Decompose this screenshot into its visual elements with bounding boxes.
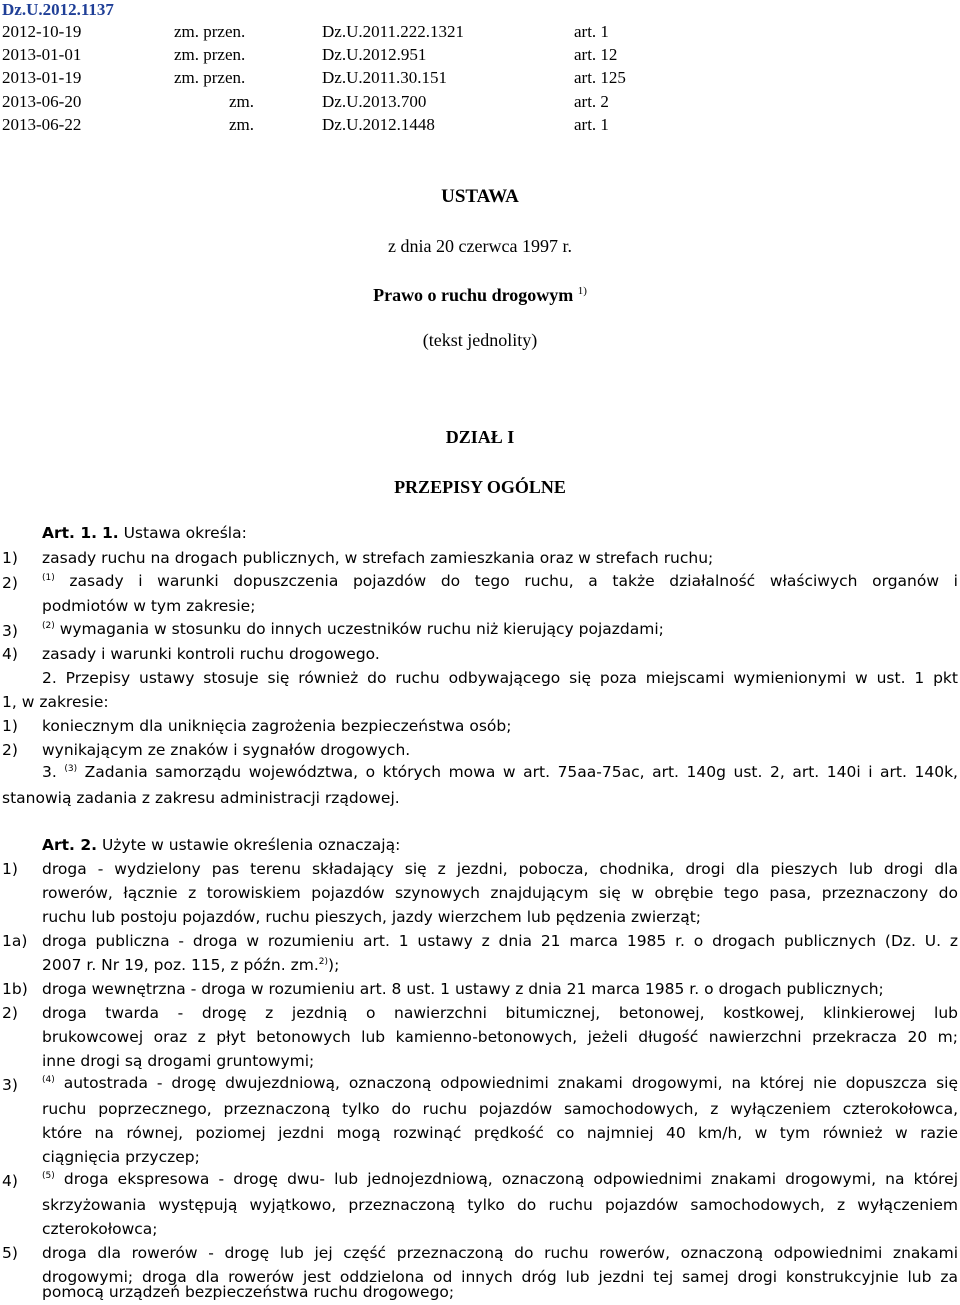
footnote-ref[interactable]: 1) bbox=[577, 285, 587, 297]
amendment-date: 2013-06-20 bbox=[2, 92, 82, 111]
amendment-ref: Dz.U.2013.700 bbox=[322, 92, 427, 111]
item-text: $^{(2)}$ wymagania w stosunku do innych uczestników ruchu niż kierujący pojazdami; bbox=[42, 620, 664, 638]
amendment-type: zm. przen. bbox=[174, 22, 246, 41]
amendment-date: 2013-06-22 bbox=[2, 115, 82, 134]
definition-text: drogowymi; droga dla rowerów jest oddzielona od innych dróg lub jezdni tej samej drogi konstrukcyjnie lub za bbox=[42, 1268, 958, 1286]
item-text: $^{(1)}$ zasady i warunki dopuszczenia pojazdów do tego ruchu, a także działalność właściwych organów i bbox=[42, 572, 958, 590]
item-number: 1) bbox=[2, 549, 18, 567]
item-text: zasady ruchu na drogach publicznych, w strefach zamieszkania oraz w strefach ruchu; bbox=[42, 549, 714, 567]
item-text: koniecznym dla uniknięcia zagrożenia bezpieczeństwa osób; bbox=[42, 717, 512, 735]
amendment-type: zm. przen. bbox=[174, 68, 246, 87]
item-text: podmiotów w tym zakresie; bbox=[42, 597, 256, 615]
definition-number: 4) bbox=[2, 1172, 18, 1190]
footnote-ref[interactable]: (5) bbox=[42, 1171, 55, 1181]
definition-number: 5) bbox=[2, 1244, 18, 1262]
item-number: 2) bbox=[2, 741, 18, 759]
amendment-article: art. 1 bbox=[574, 22, 609, 41]
amendment-ref: Dz.U.2011.222.1321 bbox=[322, 22, 464, 41]
paragraph-text: 1, w zakresie: bbox=[2, 693, 109, 711]
paragraph-text: Użyte w ustawie określenia oznaczają: bbox=[101, 836, 401, 854]
amendment-type: zm. bbox=[229, 92, 255, 111]
act-title-text: Prawo o ruchu drogowym bbox=[373, 285, 574, 305]
definition-text: 2007 r. Nr 19, poz. 115, z późn. zm.$^{2)}$); bbox=[42, 956, 340, 974]
definition-text: droga - wydzielony pas terenu składający się z jezdni, pobocza, chodnika, drogi dla pieszych lub drogi dla bbox=[42, 860, 958, 878]
definition-text: $^{(4)}$ autostrada - drogę dwujezdniową, oznaczoną odpowiednimi znakami drogowymi, na której nie dopuszcza się bbox=[42, 1074, 958, 1092]
amendment-article: art. 1 bbox=[574, 115, 609, 134]
document-identifier: Dz.U.2012.1137 bbox=[2, 0, 114, 19]
definition-text: $^{(5)}$ droga ekspresowa - drogę dwu- lub jednojezdniową, oznaczoną odpowiednimi znakami drogowymi, na której bbox=[42, 1170, 958, 1188]
paragraph-text: Ustawa określa: bbox=[123, 524, 247, 542]
paragraph-text: 3. $^{(3)}$ Zadania samorządu województwa, o których mowa w art. 75aa-75ac, art. 140g ust. 2, art. 140i i art. 140k, bbox=[42, 763, 958, 781]
amendment-date: 2012-10-19 bbox=[2, 22, 82, 41]
paragraph-text: 2. Przepisy ustawy stosuje się również do ruchu odbywającego się poza miejscami wymienionymi w ust. 1 pkt bbox=[42, 669, 958, 687]
item-text: zasady i warunki kontroli ruchu drogowego. bbox=[42, 645, 380, 663]
paragraph-number: 2. bbox=[42, 669, 57, 687]
amendment-date: 2013-01-19 bbox=[2, 68, 82, 87]
definition-text: ruchu lub postoju pojazdów, ruchu pieszych, jazdy wierzchem lub pędzenia zwierząt; bbox=[42, 908, 701, 926]
definition-text: inne drogi są drogami gruntowymi; bbox=[42, 1052, 315, 1070]
definition-text: pomocą urządzeń bezpieczeństwa ruchu drogowego; bbox=[42, 1283, 455, 1301]
definition-text: czterokołowca; bbox=[42, 1220, 158, 1238]
amendment-article: art. 125 bbox=[574, 68, 626, 87]
section-title: PRZEPISY OGÓLNE bbox=[394, 477, 566, 497]
act-type: USTAWA bbox=[441, 186, 519, 207]
amendment-ref: Dz.U.2012.951 bbox=[322, 45, 427, 64]
definition-number: 1a) bbox=[2, 932, 28, 950]
definition-number: 1) bbox=[2, 860, 18, 878]
article-heading: Art. 1. bbox=[42, 524, 98, 542]
paragraph-number: 3. bbox=[42, 763, 57, 781]
paragraph-text: stanowią zadania z zakresu administracji rządowej. bbox=[2, 789, 400, 807]
amendment-type: zm. bbox=[229, 115, 255, 134]
footnote-ref[interactable]: (4) bbox=[42, 1075, 55, 1085]
definition-text: droga twarda - drogę z jezdnią o nawierzchni bitumicznej, betonowej, kostkowej, klinkierowej lub bbox=[42, 1004, 958, 1022]
art1-paragraph1-line bbox=[42, 524, 247, 542]
definition-number: 3) bbox=[2, 1076, 18, 1094]
definition-text: brukowcowej oraz z płyt betonowych lub kamienno-betonowych, jeżeli długość nawierzchni przekracza 20 m; bbox=[42, 1028, 958, 1046]
definition-number: 1b) bbox=[2, 980, 28, 998]
footnote-ref[interactable]: 2) bbox=[318, 957, 329, 967]
act-subtitle: (tekst jednolity) bbox=[422, 330, 538, 350]
act-title bbox=[0, 285, 960, 306]
definition-text: ciągnięcia przyczep; bbox=[42, 1148, 200, 1166]
amendment-article: art. 2 bbox=[574, 92, 609, 111]
footnote-ref[interactable]: (1) bbox=[42, 573, 55, 583]
paragraph-number: 1. bbox=[101, 524, 119, 542]
art2-intro-line bbox=[42, 836, 400, 854]
definition-text: ruchu poprzecznego, przeznaczoną tylko do ruchu pojazdów samochodowych, z wyłączeniem czterokołowca, bbox=[42, 1100, 958, 1118]
amendment-date: 2013-01-01 bbox=[2, 45, 82, 64]
definition-text: skrzyżowania występują wyjątkowo, przeznaczoną tylko do ruchu pojazdów samochodowych, z wyłączeniem bbox=[42, 1196, 958, 1214]
amendment-type: zm. przen. bbox=[174, 45, 246, 64]
definition-text: które na równej, poziomej jezdni mogą rozwinąć prędkość co najmniej 40 km/h, w tym również w razie bbox=[42, 1124, 958, 1142]
amendment-ref: Dz.U.2012.1448 bbox=[322, 115, 435, 134]
definition-number: 2) bbox=[2, 1004, 18, 1022]
definition-text: droga dla rowerów - drogę lub jej część przeznaczoną do ruchu rowerów, oznaczoną odpowiednimi znakami bbox=[42, 1244, 958, 1262]
section-label: DZIAŁ I bbox=[445, 427, 515, 447]
definition-text: rowerów, łącznie z torowiskiem pojazdów szynowych znajdującym się w obrębie tego pasa, przeznaczony do bbox=[42, 884, 958, 902]
item-number: 4) bbox=[2, 645, 18, 663]
footnote-ref[interactable]: (2) bbox=[42, 621, 55, 631]
amendment-article: art. 12 bbox=[574, 45, 618, 64]
article-heading: Art. 2. bbox=[42, 836, 98, 854]
definition-text: droga wewnętrzna - droga w rozumieniu art. 8 ust. 1 ustawy z dnia 21 marca 1985 r. o drogach publicznych; bbox=[42, 980, 884, 998]
definition-text: droga publiczna - droga w rozumieniu art. 1 ustawy z dnia 21 marca 1985 r. o drogach publicznych (Dz. U. z bbox=[42, 932, 958, 950]
act-date: z dnia 20 czerwca 1997 r. bbox=[388, 236, 572, 256]
footnote-ref[interactable]: (3) bbox=[64, 764, 78, 774]
item-number: 2) bbox=[2, 574, 18, 592]
item-number: 1) bbox=[2, 717, 18, 735]
item-text: wynikającym ze znaków i sygnałów drogowych. bbox=[42, 741, 411, 759]
item-number: 3) bbox=[2, 622, 18, 640]
amendment-ref: Dz.U.2011.30.151 bbox=[322, 68, 447, 87]
